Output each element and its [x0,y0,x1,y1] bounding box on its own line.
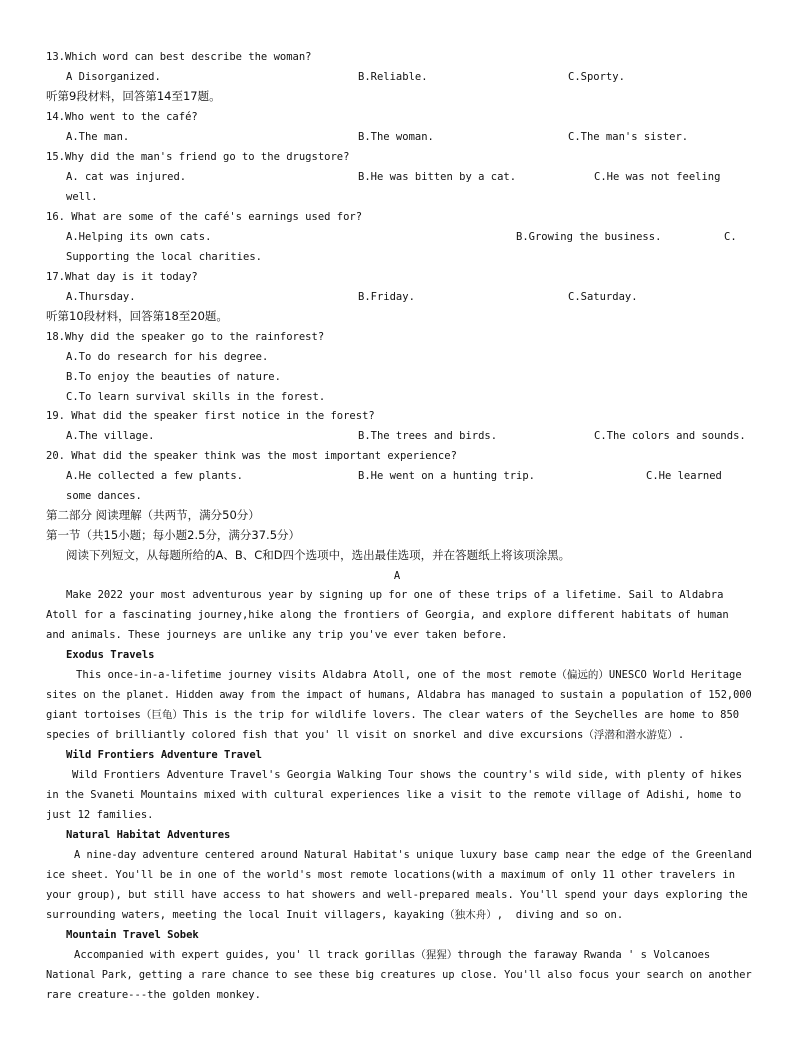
q20-option-b: B.He went on a hunting trip. [358,470,536,482]
q20-option-a: A.He collected a few plants. [66,470,244,482]
passage-label: A [393,570,401,582]
q19-option-a: A.The village. [66,430,155,442]
q19-option-b: B.The trees and birds. [358,430,498,442]
q13-option-c: C.Sporty. [568,71,625,83]
mountain-travel-heading: Mountain Travel Sobek [66,929,199,941]
q15-option-a: A. cat was injured. [66,171,187,183]
wild-frontiers-line: in the Svaneti Mountains mixed with cultural experiences like a visit to the remote village of Adishi, home to [46,789,742,801]
intro-line: Make 2022 your most adventurous year by signing up for one of these trips of a lifetime. Sail to Aldabra [66,589,724,601]
exodus-line: This once-in-a-lifetime journey visits Aldabra Atoll, one of the most remote（偏远的）UNESCO World Heritage [76,669,742,681]
q19-option-c: C.The colors and sounds. [594,430,746,442]
q19-stem: 19. What did the speaker first notice in the forest? [46,410,375,422]
q15-option-c-continued: well. [66,191,98,203]
q17-stem: 17.What day is it today? [46,271,198,283]
natural-habitat-line: ice sheet. You'll be in one of the world's most remote locations(with a maximum of only 11 other travelers in [46,869,736,881]
mountain-travel-line: rare creature---the golden monkey. [46,989,261,1001]
intro-line: and animals. These journeys are unlike any trip you've ever taken before. [46,629,508,641]
q18-option-c: C.To learn survival skills in the forest. [66,391,326,403]
exodus-line: giant tortoises（巨龟）This is the trip for wildlife lovers. The clear waters of the Seychelles are home to 850 [46,709,740,721]
q13-stem: 13.Which word can best describe the woman? [46,51,312,63]
q16-option-c-continued: Supporting the local charities. [66,251,262,263]
q13-option-a: A Disorganized. [66,71,161,83]
q20-option-c: C.He learned [646,470,722,482]
q15-option-c: C.He was not feeling [594,171,721,183]
section-9-heading: 听第9段材料，回答第14至17题。 [46,89,221,103]
q16-option-c: C. [724,231,737,243]
natural-habitat-heading: Natural Habitat Adventures [66,829,231,841]
q15-stem: 15.Why did the man's friend go to the drugstore? [46,151,350,163]
reading-instruction: 阅读下列短文，从每题所给的A、B、C和D四个选项中，选出最佳选项，并在答题纸上将该项涂黑。 [66,548,571,562]
q15-option-b: B.He was bitten by a cat. [358,171,517,183]
wild-frontiers-line: just 12 families. [46,809,154,821]
wild-frontiers-line: Wild Frontiers Adventure Travel's Georgia Walking Tour shows the country's wild side, with plenty of hikes [72,769,743,781]
q16-option-a: A.Helping its own cats. [66,231,212,243]
q16-option-b: B.Growing the business. [516,231,662,243]
mountain-travel-line: Accompanied with expert guides, you' ll track gorillas（猩猩）through the faraway Rwanda ' s Volcanoes [74,949,711,961]
exodus-line: sites on the planet. Hidden away from the impact of humans, Aldabra has managed to sustain a population of 152,000 [46,689,752,701]
q14-stem: 14.Who went to the café? [46,111,198,123]
q20-stem: 20. What did the speaker think was the most important experience? [46,450,457,462]
exodus-heading: Exodus Travels [66,649,155,661]
section-10-heading: 听第10段材料，回答第18至20题。 [46,309,228,323]
natural-habitat-line: surrounding waters, meeting the local Inuit villagers, kayaking（独木舟）, diving and so on. [46,909,624,921]
section-1-heading: 第一节（共15小题；每小题2.5分，满分37.5分） [46,528,301,542]
q18-stem: 18.Why did the speaker go to the rainforest? [46,331,325,343]
intro-line: Atoll for a fascinating journey,hike along the frontiers of Georgia, and explore different habitats of human [46,609,729,621]
natural-habitat-line: A nine-day adventure centered around Natural Habitat's unique luxury base camp near the edge of the Greenland [74,849,753,861]
q17-option-b: B.Friday. [358,291,415,303]
q18-option-a: A.To do research for his degree. [66,351,269,363]
q18-option-b: B.To enjoy the beauties of nature. [66,371,281,383]
natural-habitat-line: your group), but still have access to hat showers and well-prepared meals. You'll spend your days exploring the [46,889,748,901]
q14-option-c: C.The man's sister. [568,131,689,143]
part-2-heading: 第二部分 阅读理解（共两节，满分50分） [46,508,260,522]
q17-option-a: A.Thursday. [66,291,136,303]
exodus-line: species of brilliantly colored fish that you' ll visit on snorkel and dive excursions（浮潜和潜水游览）. [46,729,685,741]
q13-option-b: B.Reliable. [358,71,428,83]
wild-frontiers-heading: Wild Frontiers Adventure Travel [66,749,262,761]
q16-stem: 16. What are some of the café's earnings used for? [46,211,363,223]
q17-option-c: C.Saturday. [568,291,638,303]
q20-option-c-continued: some dances. [66,490,142,502]
q14-option-a: A.The man. [66,131,130,143]
mountain-travel-line: National Park, getting a rare chance to see these big creatures up close. You'll also focus your search on another [46,969,752,981]
q14-option-b: B.The woman. [358,131,434,143]
